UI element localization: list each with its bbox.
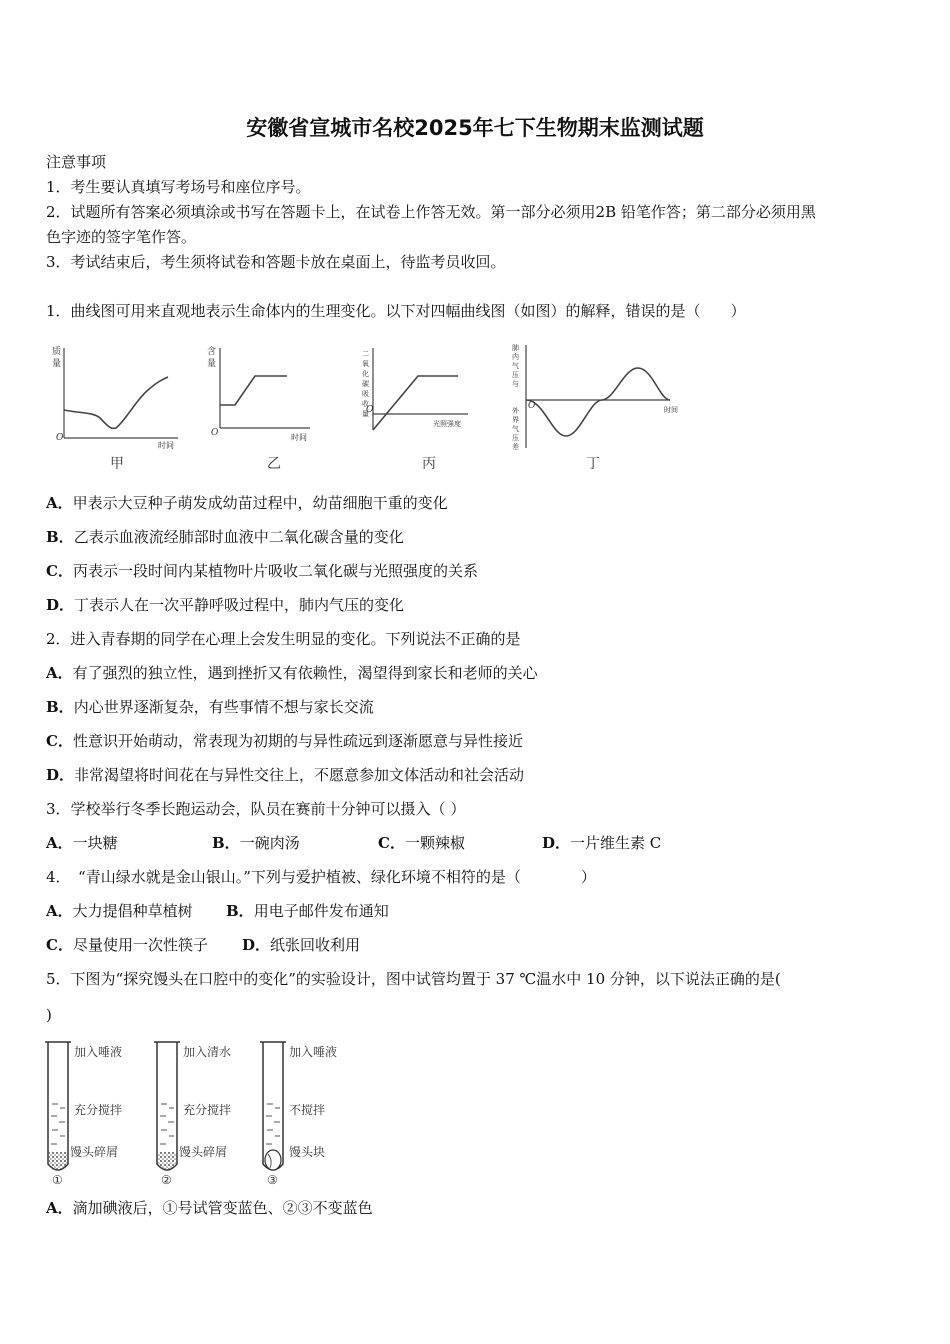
- page-title: 安徽省宣城市名校2025年七下生物期末监测试题: [246, 116, 704, 140]
- svg-text:不搅拌: 不搅拌: [289, 1103, 326, 1117]
- test-tube-2: [154, 1042, 231, 1187]
- svg-text:馒头碎屑: 馒头碎屑: [179, 1145, 228, 1159]
- q3-option-c: C．一颗辣椒: [378, 834, 465, 852]
- graph-yi-caption: 乙: [267, 456, 281, 472]
- q5-stem: 5．下图为“探究馒头在口腔中的变化”的实验设计，图中试管均置于 37 ℃温水中 10 分钟，以下说法正确的是(: [46, 970, 781, 988]
- q2-option-a: A．有了强烈的独立性，遇到挫折又有依赖性，渴望得到家长和老师的关心: [46, 664, 538, 682]
- svg-text:充分搅拌: 充分搅拌: [74, 1103, 123, 1117]
- note-item: 2．试题所有答案必须填涂或书写在答题卡上，在试卷上作答无效。第一部分必须用2B 铅笔作答；第二部分必须用黑: [46, 203, 816, 221]
- graph-jia-xlabel: 时间: [158, 441, 174, 450]
- q4-option-a: A．大力提倡种草植树: [46, 902, 193, 920]
- graph-jia-ylabel: 量: [52, 359, 62, 369]
- q1-stem: 1．曲线图可用来直观地表示生命体内的生理变化。以下对四幅曲线图（如图）的解释，错误的是（ ）: [46, 302, 746, 320]
- graph-ding-ylabel: 压: [512, 371, 519, 379]
- notes-heading: 注意事项: [46, 153, 107, 171]
- svg-text:加入唾液: 加入唾液: [74, 1045, 123, 1059]
- graph-bing-ylabel: 量: [362, 410, 369, 418]
- svg-text:③: ③: [267, 1173, 278, 1187]
- graph-jia-ylabel: 质: [52, 347, 62, 357]
- q3-stem: 3．学校举行冬季长跑运动会，队员在赛前十分钟可以摄入（ ）: [46, 800, 466, 818]
- graph-jia-curve: [64, 377, 168, 428]
- q2-option-d: D．非常渴望将时间花在与异性交往上，不愿意参加文体活动和社会活动: [46, 766, 525, 784]
- graph-yi-ylabel: 含: [207, 347, 217, 357]
- graph-ding-xlabel: 时间: [664, 406, 678, 414]
- q2-stem: 2．进入青春期的同学在心理上会发生明显的变化。下列说法不正确的是: [46, 630, 521, 648]
- graph-yi-xlabel: 时间: [291, 433, 307, 442]
- graph-ding-ylabel: 气: [512, 425, 519, 433]
- graph-bing-ylabel: 碳: [362, 380, 369, 388]
- graph-bing-origin: O: [366, 405, 374, 415]
- graph-jia-origin: O: [56, 433, 64, 443]
- q1-option-a: A．甲表示大豆种子萌发成幼苗过程中，幼苗细胞干重的变化: [46, 494, 448, 512]
- note-item: 色字迹的签字笔作答。: [46, 228, 197, 246]
- graph-jia-caption: 甲: [110, 456, 124, 472]
- graph-jia: [48, 340, 188, 475]
- graph-yi-origin: O: [211, 428, 219, 438]
- q5-test-tubes-figure: [40, 1036, 360, 1186]
- graph-ding-caption: 丁: [586, 456, 600, 472]
- graph-bing-xlabel: 光照强度: [433, 420, 461, 428]
- note-item: 1．考生要认真填写考场号和座位序号。: [46, 178, 311, 196]
- svg-text:②: ②: [161, 1173, 172, 1187]
- graph-bing-ylabel: 二: [362, 350, 369, 358]
- note-item: 3．考试结束后，考生须将试卷和答题卡放在桌面上，待监考员收回。: [46, 253, 506, 271]
- q3-option-b: B．一碗肉汤: [212, 834, 300, 852]
- graph-ding-ylabel: 与: [512, 380, 519, 388]
- graph-ding-ylabel: 差: [512, 443, 519, 451]
- graph-bing: [358, 340, 478, 475]
- graph-ding: [510, 340, 690, 475]
- graph-ding-ylabel: 肺: [512, 344, 519, 352]
- q5-stem-end: ): [46, 1006, 52, 1024]
- q3-option-a: A．一块糖: [46, 834, 118, 852]
- q4-option-d: D．纸张回收利用: [242, 936, 361, 954]
- graph-yi-curve: [220, 376, 287, 405]
- graph-bing-ylabel: 吸: [362, 390, 369, 398]
- svg-text:充分搅拌: 充分搅拌: [183, 1103, 232, 1117]
- graph-bing-caption: 丙: [422, 456, 436, 472]
- test-tube-3: [260, 1042, 337, 1187]
- q5-option-a: A．滴加碘液后，①号试管变蓝色、②③不变蓝色: [46, 1199, 373, 1217]
- graph-yi: [205, 340, 325, 475]
- q2-option-b: B．内心世界逐渐复杂，有些事情不想与家长交流: [46, 698, 374, 716]
- q4-stem: 4． “青山绿水就是金山银山。”下列与爱护植被、绿化环境不相符的是（ ）: [46, 868, 596, 886]
- q4-option-c: C．尽量使用一次性筷子: [46, 936, 208, 954]
- graph-ding-ylabel: 内: [512, 353, 519, 361]
- q2-option-c: C．性意识开始萌动，常表现为初期的与异性疏远到逐渐愿意与异性接近: [46, 732, 523, 750]
- q4-option-b: B．用电子邮件发布通知: [226, 902, 389, 920]
- graph-ding-ylabel: 压: [512, 434, 519, 442]
- graph-ding-ylabel: 外: [512, 407, 519, 415]
- graph-ding-ylabel: 气: [512, 362, 519, 370]
- q3-option-d: D．一片维生素 C: [542, 834, 662, 852]
- svg-text:馒头碎屑: 馒头碎屑: [70, 1145, 119, 1159]
- graph-bing-ylabel: 收: [362, 400, 369, 408]
- graph-bing-ylabel: 化: [362, 370, 369, 378]
- svg-text:加入唾液: 加入唾液: [289, 1045, 338, 1059]
- svg-text:加入清水: 加入清水: [183, 1045, 232, 1059]
- svg-text:馒头块: 馒头块: [289, 1145, 326, 1159]
- q1-option-c: C．丙表示一段时间内某植物叶片吸收二氧化碳与光照强度的关系: [46, 562, 478, 580]
- graph-ding-origin: O: [528, 401, 536, 411]
- graph-ding-curve: [526, 368, 670, 436]
- q1-option-b: B．乙表示血液流经肺部时血液中二氧化碳含量的变化: [46, 528, 404, 546]
- graph-yi-ylabel: 量: [207, 359, 217, 369]
- svg-text:①: ①: [52, 1173, 63, 1187]
- graph-bing-ylabel: 氧: [362, 360, 369, 368]
- q1-option-d: D．丁表示人在一次平静呼吸过程中，肺内气压的变化: [46, 596, 405, 614]
- test-tube-1: [45, 1042, 122, 1187]
- graph-ding-ylabel: 界: [512, 416, 519, 424]
